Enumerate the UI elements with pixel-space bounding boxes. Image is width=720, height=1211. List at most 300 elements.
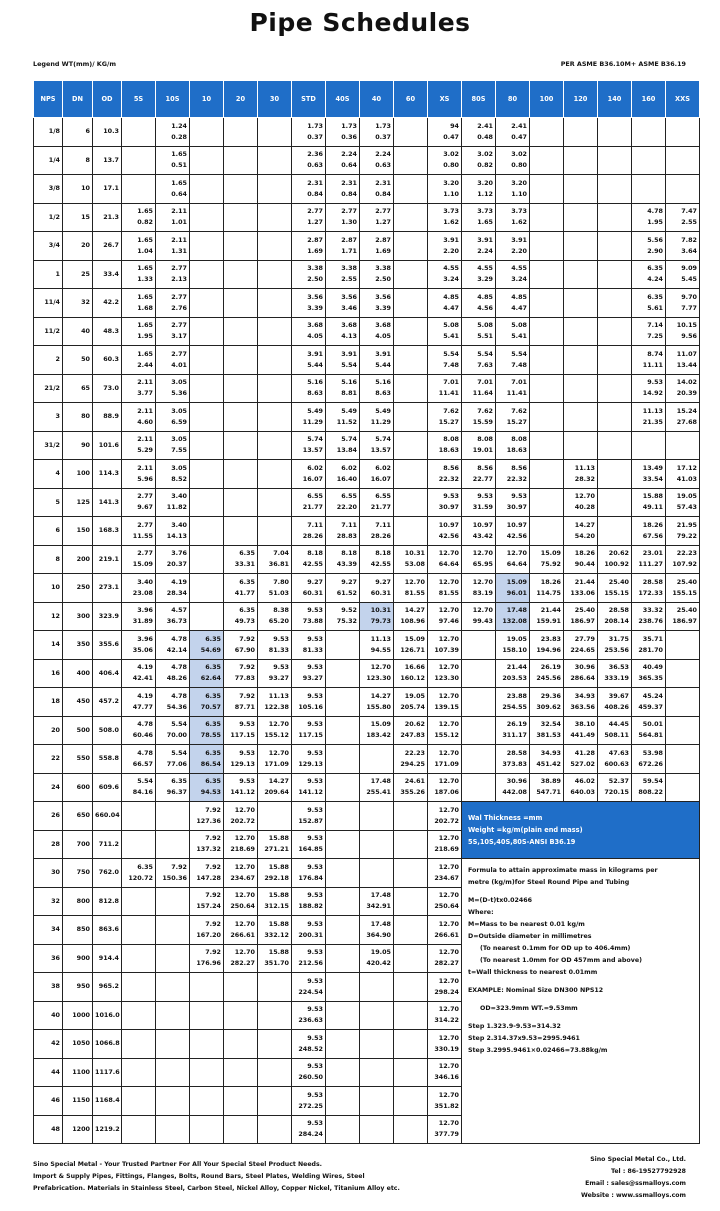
cell-schedule (428, 1001, 462, 1030)
weight-value: 93.27 (302, 674, 323, 683)
wall-thickness-value: 17.48 (370, 891, 391, 900)
wall-thickness-value: 9.09 (681, 264, 697, 273)
cell-schedule (360, 859, 394, 888)
cell-schedule (258, 460, 292, 489)
weight-value: 108.96 (400, 617, 425, 626)
cell-schedule (292, 317, 326, 346)
weight-value: 0.82 (477, 161, 493, 170)
cell-nps: 1/4 (34, 146, 63, 175)
weight-value: 114.75 (536, 588, 561, 597)
cell-schedule (224, 1001, 258, 1030)
cell-schedule (632, 374, 666, 403)
weight-value: 164.85 (298, 845, 323, 854)
cell-schedule (258, 802, 292, 831)
cell-nps: 20 (34, 716, 63, 745)
cell-schedule (156, 260, 190, 289)
wall-thickness-value: 3.91 (341, 349, 357, 358)
cell-dn: 25 (63, 260, 93, 289)
table-row (34, 773, 700, 802)
wall-thickness-value: 35.71 (642, 634, 663, 643)
table-row (34, 488, 700, 517)
cell-schedule (292, 175, 326, 204)
cell-od: 406.4 (93, 659, 122, 688)
wall-thickness-value: 12.70 (438, 549, 459, 558)
cell-schedule (190, 146, 224, 175)
wall-thickness-value: 3.68 (375, 321, 391, 330)
cell-schedule (258, 916, 292, 945)
legend-label: Legend WT(mm)/ KG/m (33, 60, 116, 68)
cell-schedule (190, 887, 224, 916)
cell-od: 273.1 (93, 574, 122, 603)
cell-schedule (190, 289, 224, 318)
wall-thickness-value: 4.78 (647, 207, 663, 216)
weight-value: 5.51 (477, 332, 493, 341)
weight-value: 5.44 (375, 360, 391, 369)
cell-schedule (122, 602, 156, 631)
wall-thickness-value: 6.35 (205, 634, 221, 643)
table-row (34, 431, 700, 460)
cell-schedule (360, 260, 394, 289)
wall-thickness-value: 9.53 (307, 606, 323, 615)
cell-schedule (394, 517, 428, 546)
cell-schedule (156, 1030, 190, 1059)
column-header: 10S (156, 81, 190, 118)
wall-thickness-value: 4.19 (171, 577, 187, 586)
cell-schedule (530, 488, 564, 517)
weight-value: 41.03 (676, 474, 697, 483)
footer-line: Sino Special Metal - Your Trusted Partner For All Your Special Steel Product Needs. (33, 1161, 323, 1168)
cell-schedule (122, 431, 156, 460)
weight-value: 14.92 (642, 389, 663, 398)
weight-value: 2.24 (477, 246, 493, 255)
cell-schedule (190, 403, 224, 432)
cell-dn: 20 (63, 232, 93, 261)
cell-schedule (530, 745, 564, 774)
cell-schedule (156, 973, 190, 1002)
cell-nps: 3 (34, 403, 63, 432)
wall-thickness-value: 7.92 (171, 862, 187, 871)
cell-schedule (632, 118, 666, 147)
cell-schedule (190, 203, 224, 232)
wall-thickness-value: 5.74 (341, 435, 357, 444)
weight-value: 4.47 (511, 303, 527, 312)
cell-schedule (462, 460, 496, 489)
cell-dn: 550 (63, 745, 93, 774)
cell-schedule (428, 973, 462, 1002)
cell-schedule (530, 260, 564, 289)
cell-schedule (564, 374, 598, 403)
wall-thickness-value: 15.09 (370, 720, 391, 729)
wall-thickness-value: 12.70 (438, 777, 459, 786)
weight-value: 14.13 (166, 531, 187, 540)
column-header: XXS (666, 81, 700, 118)
weight-value: 202.72 (230, 816, 255, 825)
cell-schedule (258, 1001, 292, 1030)
weight-value: 54.36 (166, 702, 187, 711)
wall-thickness-value: 4.78 (171, 634, 187, 643)
cell-schedule (360, 403, 394, 432)
cell-dn: 6 (63, 118, 93, 147)
cell-schedule (428, 1087, 462, 1116)
cell-schedule (292, 745, 326, 774)
wall-thickness-value: 9.53 (307, 891, 323, 900)
cell-schedule (258, 118, 292, 147)
formula-line: M=Mass to be nearest 0.01 kg/m (468, 921, 585, 928)
cell-schedule (326, 289, 360, 318)
cell-nps: 11/2 (34, 317, 63, 346)
cell-schedule (292, 260, 326, 289)
weight-value: 49.73 (234, 617, 255, 626)
cell-schedule (122, 488, 156, 517)
wall-thickness-value: 9.52 (341, 606, 357, 615)
cell-schedule (530, 460, 564, 489)
cell-od: 42.2 (93, 289, 122, 318)
wall-thickness-value: 14.27 (268, 777, 289, 786)
cell-schedule (190, 460, 224, 489)
cell-schedule (394, 602, 428, 631)
table-row (34, 118, 700, 147)
wall-thickness-value: 47.63 (608, 748, 629, 757)
weight-value: 266.61 (434, 930, 459, 939)
weight-value: 3.46 (341, 303, 357, 312)
cell-schedule (190, 118, 224, 147)
cell-schedule (326, 175, 360, 204)
cell-schedule (326, 859, 360, 888)
cell-schedule (598, 716, 632, 745)
wall-thickness-value: 12.70 (438, 862, 459, 871)
cell-nps: 16 (34, 659, 63, 688)
cell-schedule (496, 232, 530, 261)
cell-schedule (462, 118, 496, 147)
weight-value: 155.15 (604, 588, 629, 597)
column-header: NPS (34, 81, 63, 118)
wall-thickness-value: 3.02 (443, 150, 459, 159)
weight-value: 2.90 (647, 246, 663, 255)
column-header: 80S (462, 81, 496, 118)
cell-schedule (496, 146, 530, 175)
weight-value: 60.46 (132, 731, 153, 740)
wall-thickness-value: 6.35 (205, 720, 221, 729)
weight-value: 120.72 (128, 873, 153, 882)
cell-schedule (530, 431, 564, 460)
cell-schedule (258, 289, 292, 318)
cell-nps: 8 (34, 545, 63, 574)
wall-thickness-value: 7.62 (477, 406, 493, 415)
cell-schedule (394, 403, 428, 432)
cell-dn: 950 (63, 973, 93, 1002)
cell-schedule (224, 317, 258, 346)
cell-schedule (360, 802, 394, 831)
wall-thickness-value: 59.54 (642, 777, 663, 786)
weight-value: 8.81 (341, 389, 357, 398)
wall-thickness-value: 1.65 (171, 178, 187, 187)
weight-value: 86.54 (200, 759, 221, 768)
wall-thickness-value: 6.35 (205, 777, 221, 786)
cell-schedule (326, 887, 360, 916)
cell-schedule (598, 374, 632, 403)
wall-thickness-value: 6.35 (205, 748, 221, 757)
cell-schedule (190, 488, 224, 517)
cell-schedule (156, 146, 190, 175)
cell-schedule (258, 688, 292, 717)
cell-schedule (530, 773, 564, 802)
cell-schedule (632, 745, 666, 774)
weight-value: 11.11 (642, 360, 663, 369)
wall-thickness-value: 3.91 (477, 235, 493, 244)
wall-thickness-value: 3.20 (511, 178, 527, 187)
weight-value: 186.97 (570, 617, 595, 626)
wall-thickness-value: 94 (450, 121, 459, 130)
wall-thickness-value: 8.08 (511, 435, 527, 444)
wall-thickness-value: 21.44 (574, 577, 595, 586)
weight-value: 5.61 (647, 303, 663, 312)
cell-schedule (530, 403, 564, 432)
cell-schedule (394, 1058, 428, 1087)
cell-schedule (326, 631, 360, 660)
wall-thickness-value: 9.53 (239, 720, 255, 729)
wall-thickness-value: 9.27 (375, 577, 391, 586)
company-contact (581, 1154, 686, 1202)
cell-schedule (122, 317, 156, 346)
weight-value: 4.56 (477, 303, 493, 312)
wall-thickness-value: 9.53 (273, 634, 289, 643)
cell-schedule (632, 659, 666, 688)
cell-schedule (360, 1087, 394, 1116)
weight-value: 720.15 (604, 788, 629, 797)
cell-schedule (224, 887, 258, 916)
wall-thickness-value: 25.40 (574, 606, 595, 615)
weight-value: 78.55 (200, 731, 221, 740)
cell-schedule (462, 659, 496, 688)
wall-thickness-value: 4.78 (137, 748, 153, 757)
weight-value: 351.82 (434, 1101, 459, 1110)
wall-thickness-value: 1.65 (137, 292, 153, 301)
wall-thickness-value: 9.53 (239, 748, 255, 757)
cell-schedule (530, 659, 564, 688)
cell-schedule (496, 488, 530, 517)
weight-value: 43.39 (336, 560, 357, 569)
wall-thickness-value: 4.19 (137, 691, 153, 700)
wall-thickness-value: 5.74 (307, 435, 323, 444)
wall-thickness-value: 9.53 (307, 1062, 323, 1071)
cell-schedule (122, 1030, 156, 1059)
cell-schedule (258, 488, 292, 517)
cell-schedule (598, 631, 632, 660)
table-row (34, 374, 700, 403)
weight-value: 65.20 (268, 617, 289, 626)
weight-value: 9.67 (137, 503, 153, 512)
weight-value: 311.17 (502, 731, 527, 740)
cell-schedule (224, 602, 258, 631)
weight-value: 81.33 (268, 645, 289, 654)
cell-schedule (394, 773, 428, 802)
cell-od: 219.1 (93, 545, 122, 574)
cell-schedule (156, 346, 190, 375)
cell-od: 13.7 (93, 146, 122, 175)
wall-thickness-value: 31.75 (608, 634, 629, 643)
cell-schedule (156, 688, 190, 717)
wall-thickness-value: 11.07 (676, 349, 697, 358)
cell-schedule (666, 488, 700, 517)
cell-schedule (190, 346, 224, 375)
weight-value: 292.18 (264, 873, 289, 882)
weight-value: 234.67 (434, 873, 459, 882)
cell-schedule (326, 602, 360, 631)
cell-od: 457.2 (93, 688, 122, 717)
page-title: Pipe Schedules (249, 8, 471, 37)
weight-value: 94.55 (370, 645, 391, 654)
cell-schedule (428, 802, 462, 831)
cell-schedule (428, 859, 462, 888)
cell-schedule (360, 517, 394, 546)
cell-dn: 1000 (63, 1001, 93, 1030)
cell-schedule (258, 545, 292, 574)
wall-thickness-value: 7.92 (205, 919, 221, 928)
wall-thickness-value: 4.78 (171, 663, 187, 672)
table-row (34, 716, 700, 745)
weight-value: 508.11 (604, 731, 629, 740)
cell-schedule (360, 973, 394, 1002)
weight-value: 363.56 (570, 702, 595, 711)
cell-schedule (190, 688, 224, 717)
cell-schedule (122, 517, 156, 546)
cell-schedule (258, 175, 292, 204)
cell-schedule (292, 374, 326, 403)
cell-schedule (224, 1115, 258, 1144)
weight-value: 40.28 (574, 503, 595, 512)
cell-schedule (530, 602, 564, 631)
wall-thickness-value: 19.05 (370, 948, 391, 957)
wall-thickness-value: 2.77 (341, 207, 357, 216)
cell-schedule (530, 346, 564, 375)
cell-schedule (530, 631, 564, 660)
cell-dn: 850 (63, 916, 93, 945)
weight-value: 42.56 (438, 531, 459, 540)
wall-thickness-value: 3.91 (375, 349, 391, 358)
wall-thickness-value: 6.35 (239, 549, 255, 558)
cell-schedule (666, 203, 700, 232)
wall-thickness-value: 50.01 (642, 720, 663, 729)
cell-schedule (428, 716, 462, 745)
cell-schedule (360, 346, 394, 375)
weight-value: 129.13 (230, 759, 255, 768)
cell-od: 323.9 (93, 602, 122, 631)
weight-value: 420.42 (366, 959, 391, 968)
company-email[interactable]: Email : sales@ssmalloys.com (585, 1180, 686, 1187)
cell-schedule (598, 232, 632, 261)
cell-schedule (156, 659, 190, 688)
cell-schedule (122, 916, 156, 945)
cell-nps: 31/2 (34, 431, 63, 460)
table-row (34, 289, 700, 318)
wall-thickness-value: 9.53 (239, 777, 255, 786)
cell-od: 168.3 (93, 517, 122, 546)
wall-thickness-value: 17.48 (370, 777, 391, 786)
cell-nps: 14 (34, 631, 63, 660)
wall-thickness-value: 6.35 (647, 292, 663, 301)
cell-schedule (632, 260, 666, 289)
cell-schedule (326, 374, 360, 403)
cell-schedule (462, 374, 496, 403)
weight-value: 0.64 (171, 189, 187, 198)
cell-nps: 1/8 (34, 118, 63, 147)
wall-thickness-value: 5.54 (171, 720, 187, 729)
wall-thickness-value: 8.74 (647, 349, 663, 358)
wall-thickness-value: 2.77 (307, 207, 323, 216)
cell-schedule (564, 517, 598, 546)
wall-thickness-value: 3.68 (307, 321, 323, 330)
cell-nps: 26 (34, 802, 63, 831)
weight-value: 51.03 (268, 588, 289, 597)
wall-thickness-value: 12.70 (234, 948, 255, 957)
cell-nps: 5 (34, 488, 63, 517)
weight-value: 3.17 (171, 332, 187, 341)
weight-value: 126.71 (400, 645, 425, 654)
wall-thickness-value: 1.65 (137, 264, 153, 273)
wall-thickness-value: 1.65 (137, 349, 153, 358)
cell-dn: 1050 (63, 1030, 93, 1059)
company-website[interactable]: Website : www.ssmalloys.com (581, 1192, 686, 1199)
cell-schedule (122, 118, 156, 147)
formula-line: (To nearest 0.1mm for OD up to 406.4mm) (480, 945, 631, 952)
cell-schedule (462, 431, 496, 460)
cell-schedule (428, 631, 462, 660)
weight-value: 333.19 (604, 674, 629, 683)
cell-schedule (156, 374, 190, 403)
cell-od: 965.2 (93, 973, 122, 1002)
wall-thickness-value: 9.53 (307, 919, 323, 928)
wall-thickness-value: 30.96 (574, 663, 595, 672)
weight-value: 640.03 (570, 788, 595, 797)
weight-value: 22.32 (438, 474, 459, 483)
cell-schedule (428, 118, 462, 147)
cell-schedule (598, 488, 632, 517)
wall-thickness-value: 7.01 (477, 378, 493, 387)
cell-schedule (428, 431, 462, 460)
weight-value: 133.06 (570, 588, 595, 597)
weight-value: 2.50 (375, 275, 391, 284)
table-row (34, 631, 700, 660)
weight-value: 61.52 (336, 588, 357, 597)
wall-thickness-value: 24.61 (404, 777, 425, 786)
weight-value: 53.08 (404, 560, 425, 569)
cell-schedule (156, 1058, 190, 1087)
cell-schedule (428, 602, 462, 631)
table-row (34, 232, 700, 261)
wall-thickness-value: 6.35 (205, 691, 221, 700)
footer-line: Prefabrication. Materials in Stainless Steel, Carbon Steel, Nickel Alloy, Copper Nickel, Titanium Alloy etc. (33, 1185, 400, 1192)
cell-schedule (326, 203, 360, 232)
wall-thickness-value: 18.26 (642, 520, 663, 529)
cell-schedule (258, 146, 292, 175)
cell-schedule (462, 773, 496, 802)
weight-value: 18.63 (506, 446, 527, 455)
wall-thickness-value: 9.53 (307, 663, 323, 672)
wall-thickness-value: 1.65 (171, 150, 187, 159)
cell-schedule (462, 232, 496, 261)
cell-schedule (326, 317, 360, 346)
wall-thickness-value: 9.53 (307, 976, 323, 985)
weight-value: 351.70 (264, 959, 289, 968)
cell-schedule (326, 973, 360, 1002)
weight-value: 35.06 (132, 645, 153, 654)
weight-value: 282.27 (434, 959, 459, 968)
cell-schedule (258, 1058, 292, 1087)
wall-thickness-value: 3.05 (171, 406, 187, 415)
wall-thickness-value: 10.31 (370, 606, 391, 615)
cell-schedule (666, 574, 700, 603)
wall-thickness-value: 10.31 (404, 549, 425, 558)
